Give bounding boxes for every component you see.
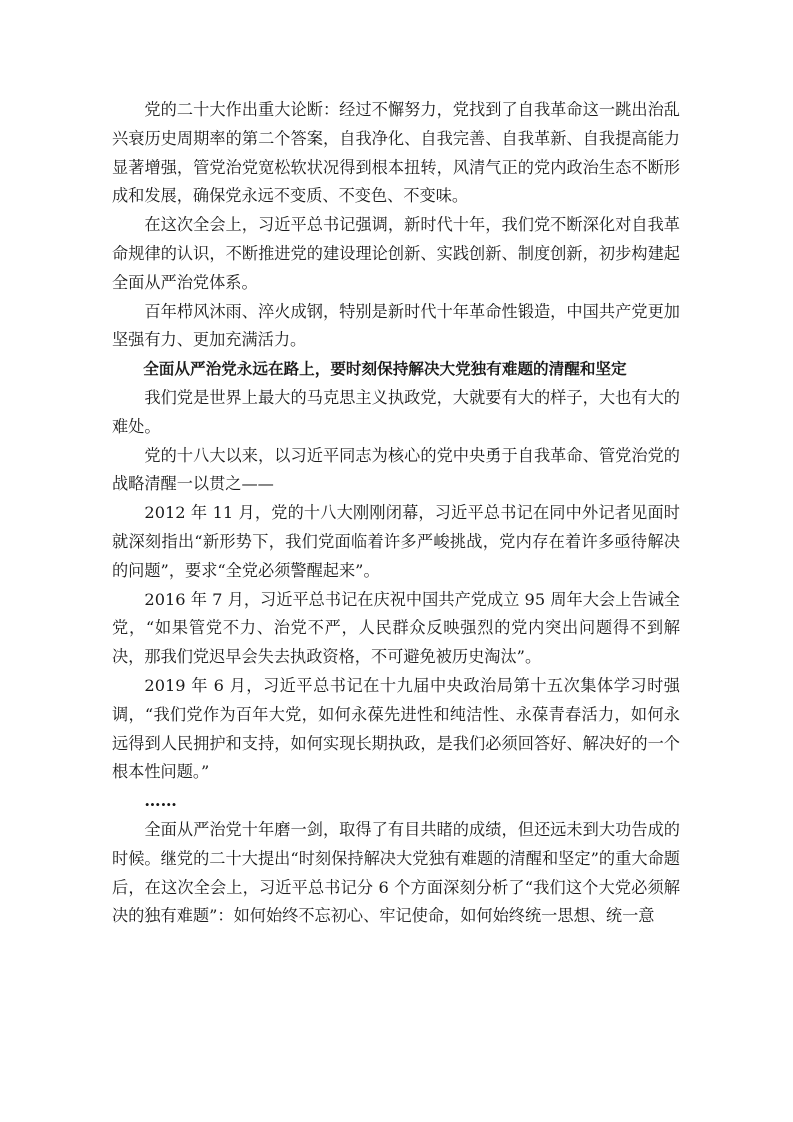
paragraph: 2019 年 6 月，习近平总书记在十九届中央政治局第十五次集体学习时强调，“我们党作为百年大党，如何永葆先进性和纯洁性、永葆青春活力，如何永远得到人民拥护和支持，如何实现长期执政，是我们必须回答好、解决好的一个根本性问题。” [112,675,680,782]
paragraph: 2012 年 11 月，党的十八大刚刚闭幕，习近平总书记在同中外记者见面时就深刻指出“新形势下，我们党面临着许多严峻挑战，党内存在着许多亟待解决的问题”，要求“全党必须警醒起来”。 [112,503,680,580]
document-body [112,96,680,931]
paragraph: 百年栉风沐雨、淬火成钢，特别是新时代十年革命性锻造，中国共产党更加坚强有力、更加充满活力。 [112,301,680,350]
paragraph: 我们党是世界上最大的马克思主义执政党，大就要有大的样子，大也有大的难处。 [112,387,680,436]
paragraph: 党的二十大作出重大论断：经过不懈努力，党找到了自我革命这一跳出治乱兴衰历史周期率的第二个答案，自我净化、自我完善、自我革新、自我提高能力显著增强，管党治党宽松软状况得到根本扭转，风清气正的党内政治生态不断形成和发展，确保党永远不变质、不变色、不变味。 [112,100,680,206]
section-heading: 全面从严治党永远在路上，要时刻保持解决大党独有难题的清醒和坚定 [143,360,627,379]
paragraph: 党的十八大以来，以习近平同志为核心的党中央勇于自我革命、管党治党的战略清醒一以贯之—— [112,445,680,494]
paragraph: 2016 年 7 月，习近平总书记在庆祝中国共产党成立 95 周年大会上告诫全党，“如果管党不力、治党不严，人民群众反映强烈的党内突出问题得不到解决，那我们党迟早会失去执政资格，不可避免被历史淘汰”。 [112,589,680,667]
ellipsis: …… [144,791,177,811]
paragraph: 在这次全会上，习近平总书记强调，新时代十年，我们党不断深化对自我革命规律的认识，不断推进党的建设理论创新、实践创新、制度创新，初步构建起全面从严治党体系。 [112,215,680,292]
paragraph: 全面从严治党十年磨一剑，取得了有目共睹的成绩，但还远未到大功告成的时候。继党的二十大提出“时刻保持解决大党独有难题的清醒和坚定”的重大命题后，在这次全会上，习近平总书记分 6 个方面深刻分析了“我们这个大党必须解决的独有难题”：如何始终不忘初心、牢记使命，如何始终统一思想、统一意 [112,819,680,926]
